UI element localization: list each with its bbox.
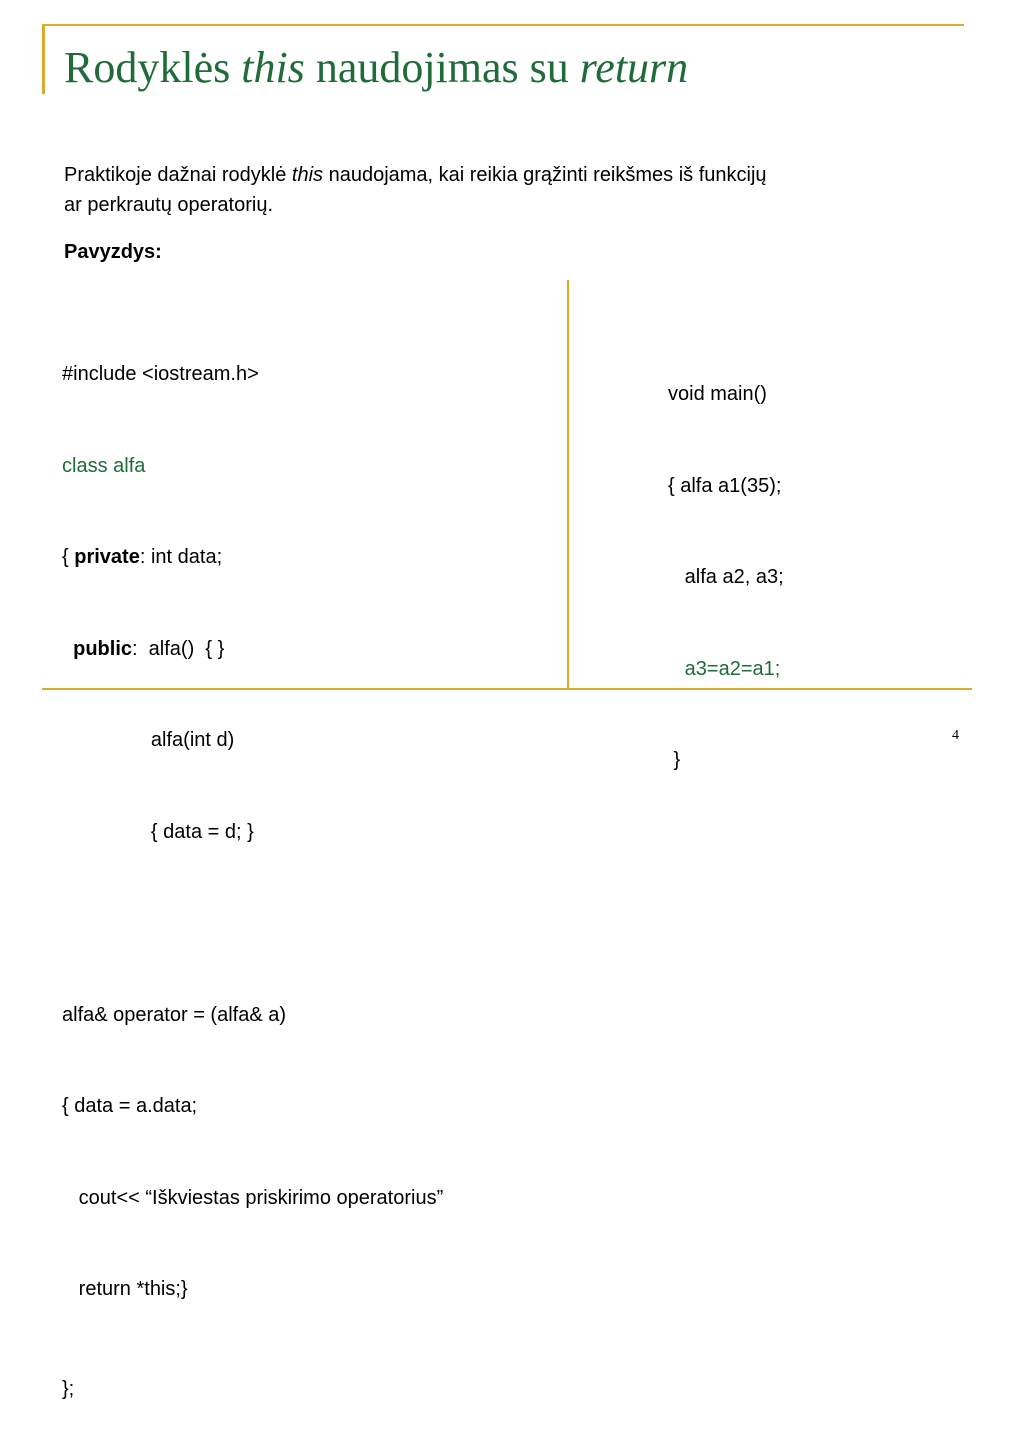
code-line-constructor-body: { data = d; } xyxy=(62,820,254,843)
title-part2: naudojimas su xyxy=(304,43,580,92)
intro-this-word: this xyxy=(291,164,324,186)
code-line-blank xyxy=(62,908,443,939)
intro-line-2: ar perkrautų operatorių. xyxy=(64,194,274,216)
code-line-main-sig: void main() xyxy=(668,383,767,405)
code-default-constructor: : alfa() { } xyxy=(132,637,225,660)
keyword-private: private xyxy=(74,546,140,568)
code-line-cout: cout<< “Iškviestas priskirimo operatorius” xyxy=(62,1186,444,1209)
code-line-class-decl: class alfa xyxy=(62,454,146,477)
title-return-word: return xyxy=(579,43,689,92)
class-code-block xyxy=(62,298,443,1435)
code-line-private xyxy=(62,542,443,573)
code-line-main-chain-assign: a3=a2=a1; xyxy=(668,657,781,680)
column-divider xyxy=(567,280,569,688)
code-line-public xyxy=(62,634,443,665)
code-line-operator-assign: { data = a.data; xyxy=(62,1095,198,1117)
code-private-member: : int data; xyxy=(139,546,223,568)
intro-text-after-this: naudojama, kai reikia grąžinti reikšmes iš funkcijų xyxy=(323,164,767,186)
intro-paragraph xyxy=(64,160,964,220)
example-label: Pavyzdys: xyxy=(64,241,162,263)
decorative-left-line xyxy=(42,24,45,94)
code-brace-open: { xyxy=(62,546,75,568)
title-part1: Rodyklės xyxy=(64,43,242,92)
code-line-main-end: } xyxy=(668,749,681,771)
code-line-main-a1: { alfa a1(35); xyxy=(668,474,782,497)
keyword-public: public xyxy=(73,637,133,660)
code-line-include: #include <iostream.h> xyxy=(62,363,259,385)
slide-title xyxy=(64,42,688,94)
code-indent xyxy=(62,638,73,660)
bottom-divider xyxy=(42,688,972,690)
code-line-class-end: }; xyxy=(62,1377,75,1400)
title-this-word: this xyxy=(241,43,305,92)
intro-text-before-this: Praktikoje dažnai rodyklė xyxy=(64,164,292,186)
decorative-top-line xyxy=(44,24,964,26)
code-line-operator-sig: alfa& operator = (alfa& a) xyxy=(62,1003,287,1026)
code-line-main-a2a3: alfa a2, a3; xyxy=(668,566,784,588)
page-number: 4 xyxy=(952,728,959,743)
code-line-constructor-sig: alfa(int d) xyxy=(62,729,235,751)
code-line-return: return *this;} xyxy=(62,1278,188,1300)
intro-line-1 xyxy=(64,160,964,190)
main-code-block xyxy=(668,318,784,806)
